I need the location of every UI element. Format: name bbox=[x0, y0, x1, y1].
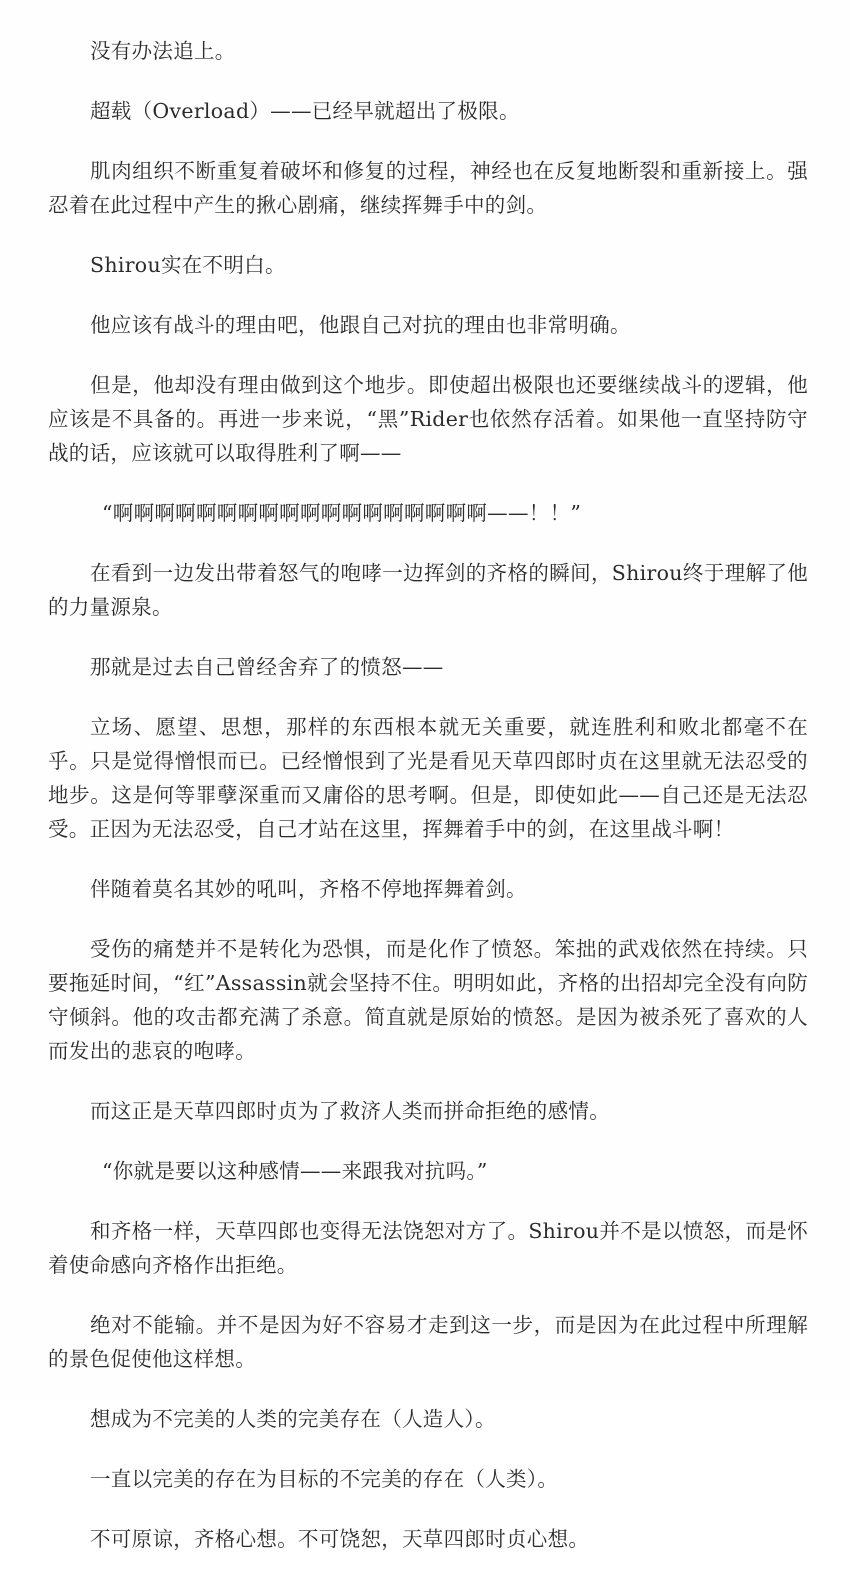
paragraph-10: 立场、愿望、思想，那样的东西根本就无关重要，就连胜利和败北都毫不在乎。只是觉得憎恨而已。已经憎恨到了光是看见天草四郎时贞在这里就无法忍受的地步。这是何等罪孽深重而又庸俗的思考啊。但是，即使如此——自己还是无法忍受。正因为无法忍受，自己才站在这里，挥舞着手中的剑，在这里战斗啊！ bbox=[48, 715, 808, 841]
paragraph-7-shout: “啊啊啊啊啊啊啊啊啊啊啊啊啊啊啊啊啊啊——！！” bbox=[102, 501, 582, 525]
paragraph-19: 不可原谅，齐格心想。不可饶恕，天草四郎时贞心想。 bbox=[90, 1527, 590, 1551]
paragraph-14-dialogue: “你就是要以这种感情——来跟我对抗吗。” bbox=[102, 1159, 488, 1183]
paragraph-1: 没有办法追上。 bbox=[90, 39, 236, 63]
paragraph-4: Shirou实在不明白。 bbox=[90, 253, 286, 277]
paragraph-12: 受伤的痛楚并不是转化为恐惧，而是化作了愤怒。笨拙的武戏依然在持续。只要拖延时间，“红”Assassin就会坚持不住。明明如此，齐格的出招却完全没有向防守倾斜。他的攻击都充满了杀意。简直就是原始的愤怒。是因为被杀死了喜欢的人而发出的悲哀的咆哮。 bbox=[48, 937, 808, 1063]
document-body bbox=[48, 34, 808, 1582]
paragraph-3: 肌肉组织不断重复着破坏和修复的过程，神经也在反复地断裂和重新接上。强忍着在此过程中产生的揪心剧痛，继续挥舞手中的剑。 bbox=[48, 159, 808, 217]
paragraph-15: 和齐格一样，天草四郎也变得无法饶恕对方了。Shirou并不是以愤怒，而是怀着使命感向齐格作出拒绝。 bbox=[48, 1219, 808, 1277]
paragraph-6: 但是，他却没有理由做到这个地步。即使超出极限也还要继续战斗的逻辑，他应该是不具备的。再进一步来说，“黑”Rider也依然存活着。如果他一直坚持防守战的话，应该就可以取得胜利了啊—— bbox=[48, 373, 808, 465]
paragraph-8: 在看到一边发出带着怒气的咆哮一边挥剑的齐格的瞬间，Shirou终于理解了他的力量源泉。 bbox=[48, 561, 808, 619]
paragraph-18: 一直以完美的存在为目标的不完美的存在（人类）。 bbox=[90, 1467, 559, 1491]
paragraph-11: 伴随着莫名其妙的吼叫，齐格不停地挥舞着剑。 bbox=[90, 877, 527, 901]
paragraph-16: 绝对不能输。并不是因为好不容易才走到这一步，而是因为在此过程中所理解的景色促使他这样想。 bbox=[48, 1313, 808, 1371]
paragraph-9: 那就是过去自己曾经舍弃了的愤怒—— bbox=[90, 655, 444, 679]
paragraph-17: 想成为不完美的人类的完美存在（人造人）。 bbox=[90, 1407, 496, 1431]
paragraph-5: 他应该有战斗的理由吧，他跟自己对抗的理由也非常明确。 bbox=[90, 313, 631, 337]
paragraph-13: 而这正是天草四郎时贞为了救济人类而拼命拒绝的感情。 bbox=[90, 1099, 610, 1123]
paragraph-2: 超载（Overload）——已经早就超出了极限。 bbox=[90, 99, 520, 123]
